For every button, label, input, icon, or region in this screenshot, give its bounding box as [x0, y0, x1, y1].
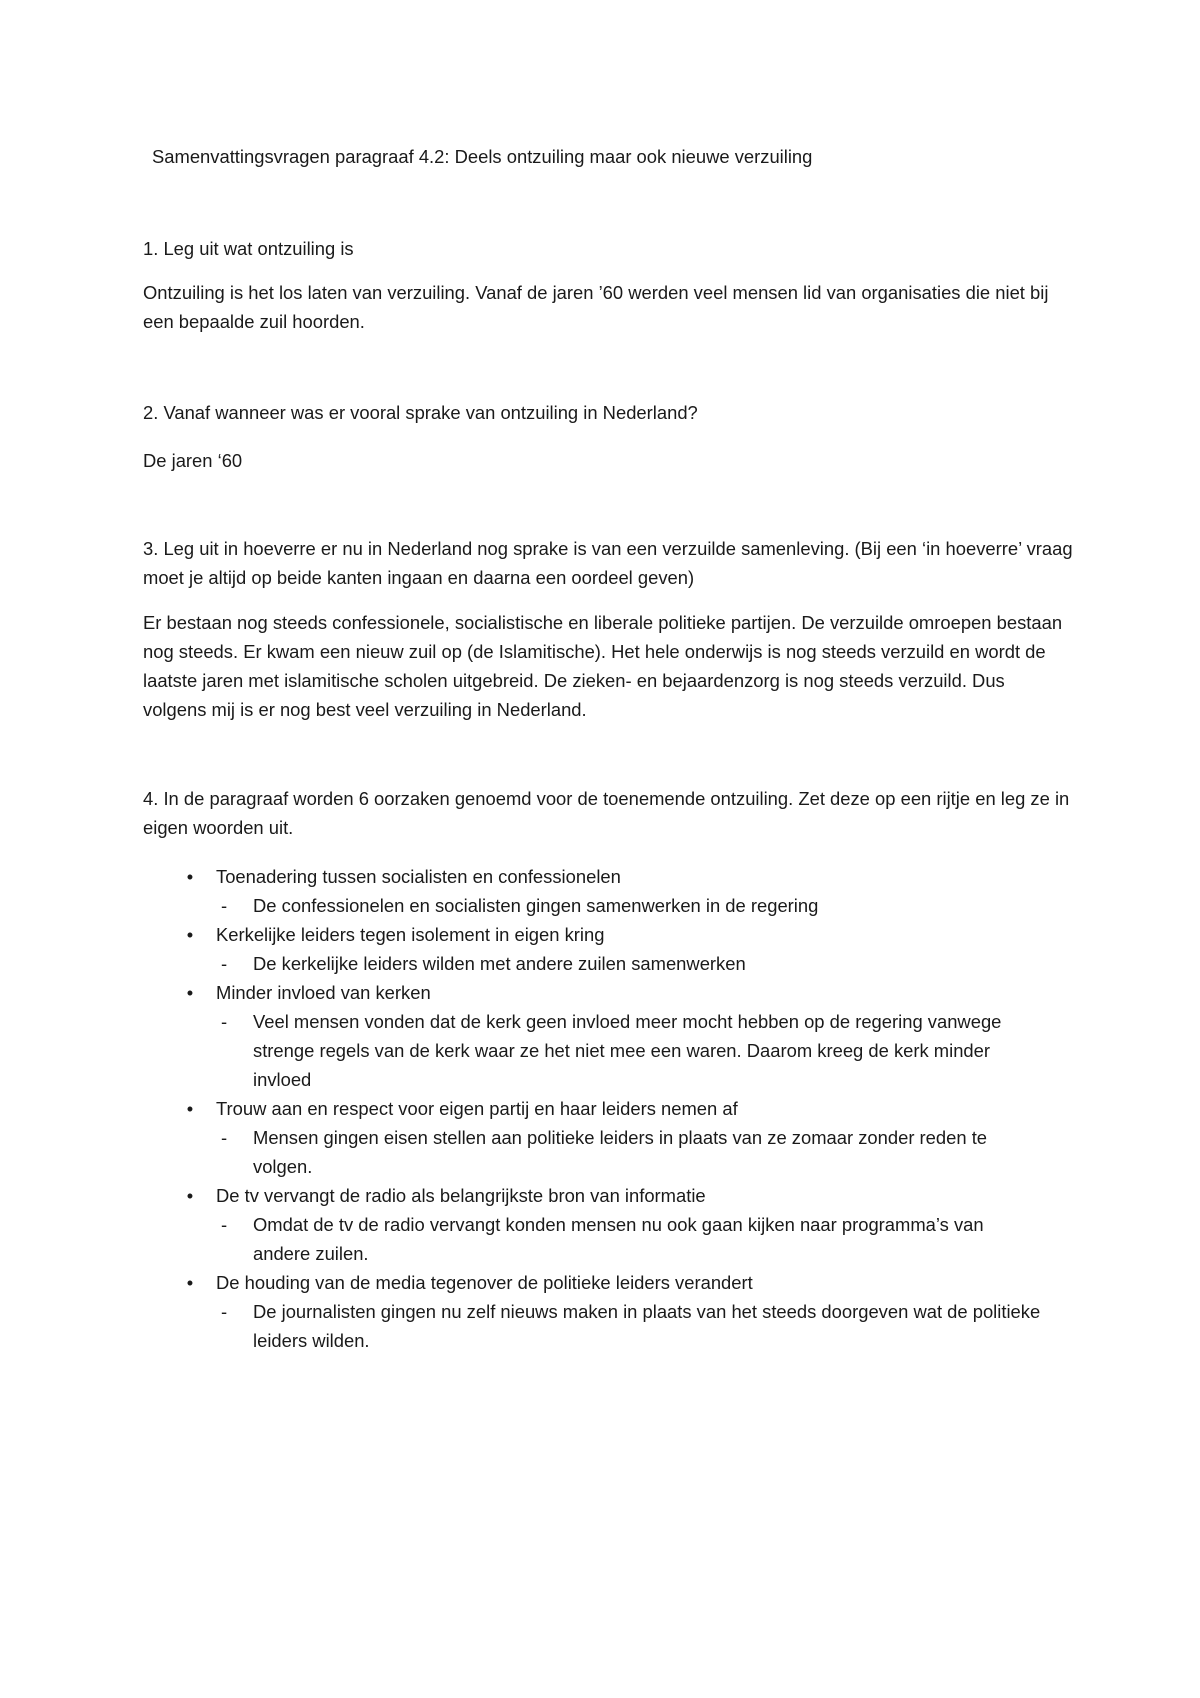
bullet-icon: •: [186, 1272, 194, 1293]
explanation-row: [0, 949, 1200, 978]
bullet-icon: •: [186, 924, 194, 945]
question-4-text: 4. In de paragraaf worden 6 oorzaken genoemd voor de toenemende ontzuiling. Zet deze op een rijtje en leg ze in eigen woorden uit.: [143, 788, 1070, 838]
question-1: [143, 234, 1073, 263]
bullet-icon: •: [186, 1098, 194, 1119]
bullet-icon: •: [186, 982, 194, 1003]
cause-item: [0, 1094, 1200, 1181]
explanation-row: [0, 891, 1200, 920]
cause-item: [0, 862, 1200, 920]
answer-1: [143, 278, 1073, 336]
dash-icon: -: [221, 953, 228, 974]
dash-icon: -: [221, 1301, 228, 1322]
dash-icon: -: [221, 895, 228, 916]
answer-2-text: De jaren ‘60: [143, 450, 243, 471]
cause-row: [0, 920, 1200, 949]
answer-1-text: Ontzuiling is het los laten van verzuiling. Vanaf de jaren ’60 werden veel mensen lid van organisaties die niet bij een bepaalde zuil hoorden.: [143, 282, 1049, 332]
answer-3-text: Er bestaan nog steeds confessionele, socialistische en liberale politieke partijen. De verzuilde omroepen bestaan nog steeds. Er kwam een nieuw zuil op (de Islamitische). Het hele onderwijs is nog steeds verzuild en wordt de laatste jaren met islamitische scholen uitgebreid. De zieken- en bejaardenzorg is nog steeds verzuild. Dus volgens mij is er nog best veel verzuiling in Nederland.: [143, 612, 1063, 720]
dash-icon: -: [221, 1214, 228, 1235]
answer-3: [143, 608, 1073, 724]
bullet-icon: •: [186, 1185, 194, 1206]
question-2: [143, 398, 1073, 427]
cause-row: [0, 1181, 1200, 1210]
explanation-row: [0, 1007, 1200, 1094]
explanation-text: De confessionelen en socialisten gingen samenwerken in de regering: [253, 895, 819, 916]
cause-row: [0, 978, 1200, 1007]
document-title: Samenvattingsvragen paragraaf 4.2: Deels ontzuiling maar ook nieuwe verzuiling: [152, 146, 813, 167]
question-2-text: 2. Vanaf wanneer was er vooral sprake van ontzuiling in Nederland?: [143, 402, 698, 423]
explanation-text: Veel mensen vonden dat de kerk geen invloed meer mocht hebben op de regering vanwege strenge regels van de kerk waar ze het niet mee een waren. Daarom kreeg de kerk minder invloed: [253, 1011, 1002, 1090]
question-1-text: 1. Leg uit wat ontzuiling is: [143, 238, 354, 259]
explanation-text: Omdat de tv de radio vervangt konden mensen nu ook gaan kijken naar programma’s van andere zuilen.: [253, 1214, 984, 1264]
bullet-icon: •: [186, 866, 194, 887]
causes-list: [0, 862, 1200, 1355]
question-3-text: 3. Leg uit in hoeverre er nu in Nederland nog sprake is van een verzuilde samenleving. (Bij een ‘in hoeverre’ vraag moet je altijd op beide kanten ingaan en daarna een oordeel geven): [143, 538, 1073, 588]
cause-label: Minder invloed van kerken: [216, 982, 431, 1003]
dash-icon: -: [221, 1127, 228, 1148]
explanation-row: [0, 1123, 1200, 1181]
cause-row: [0, 1094, 1200, 1123]
cause-item: [0, 920, 1200, 978]
cause-row: [0, 862, 1200, 891]
cause-item: [0, 978, 1200, 1094]
explanation-text: De journalisten gingen nu zelf nieuws maken in plaats van het steeds doorgeven wat de politieke leiders wilden.: [253, 1301, 1041, 1351]
cause-item: [0, 1268, 1200, 1355]
cause-row: [0, 1268, 1200, 1297]
explanation-text: Mensen gingen eisen stellen aan politieke leiders in plaats van ze zomaar zonder reden te volgen.: [253, 1127, 988, 1177]
question-4: [143, 784, 1073, 842]
dash-icon: -: [221, 1011, 228, 1032]
cause-label: Kerkelijke leiders tegen isolement in eigen kring: [216, 924, 605, 945]
cause-item: [0, 1181, 1200, 1268]
cause-label: De tv vervangt de radio als belangrijkste bron van informatie: [216, 1185, 706, 1206]
explanation-row: [0, 1210, 1200, 1268]
question-3: [143, 534, 1073, 592]
explanation-text: De kerkelijke leiders wilden met andere zuilen samenwerken: [253, 953, 746, 974]
cause-label: Trouw aan en respect voor eigen partij en haar leiders nemen af: [216, 1098, 738, 1119]
explanation-row: [0, 1297, 1200, 1355]
cause-label: De houding van de media tegenover de politieke leiders verandert: [216, 1272, 753, 1293]
answer-2: [143, 446, 1073, 475]
cause-label: Toenadering tussen socialisten en confessionelen: [216, 866, 621, 887]
